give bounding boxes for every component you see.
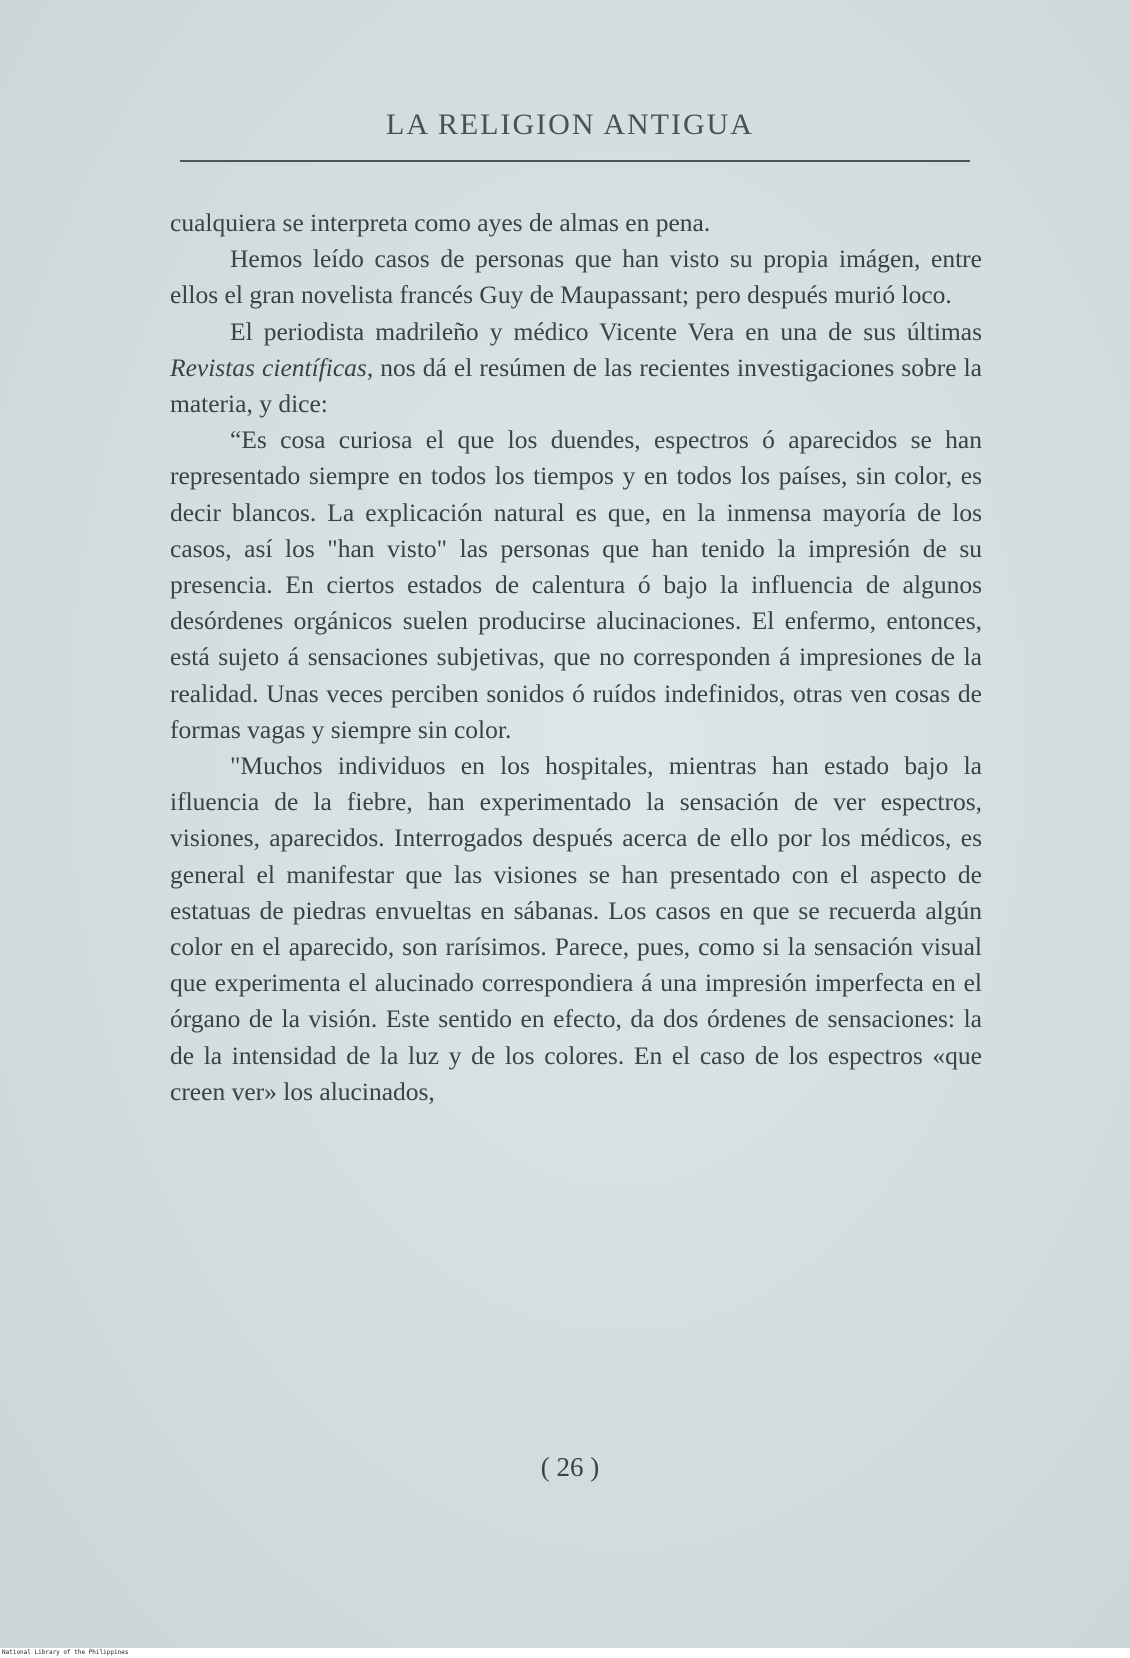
paragraph-3 [170,314,982,423]
paragraph-3-text-b: , nos dá el resúmen de las recientes investigaciones sobre la materia, y dice: [170,352,983,419]
paragraph-3-text-a: El periodista madrileño y médico Vicente Vera en una de sus últimas [230,316,982,346]
header-rule [180,160,970,162]
page-number: ( 26 ) [540,1452,600,1482]
library-credit: National Library of the Philippines [2,1649,129,1656]
paragraph-1: cualquiera se interpreta como ayes de almas en pena. [170,208,711,237]
body-text [170,205,982,1110]
running-header: LA RELIGION ANTIGUA [386,108,754,141]
paragraph-3-italic-title: Revistas científicas [170,352,367,382]
paragraph-2: Hemos leído casos de personas que han visto su propia imágen, entre ellos el gran novelista francés Guy de Maupassant; pero después murió loco. [170,244,982,310]
paragraph-4: “Es cosa curiosa el que los duendes, espectros ó aparecidos se han representado siempre en todos los tiempos y en todos los países, sin color, es decir blancos. La explicación natural es que, en la inmensa mayoría de los casos, así los "han visto" las personas que han tenido la impresión de su presencia. En ciertos estados de calentura ó bajo la influencia de algunos desórdenes orgánicos suelen producirse alucinaciones. El enfermo, entonces, está sujeto á sensaciones subjetivas, que no corresponden á impresiones de la realidad. Unas veces perciben sonidos ó ruídos indefinidos, otras ven cosas de formas vagas y siempre sin color. [170,425,982,744]
paragraph-5: "Muchos individuos en los hospitales, mientras han estado bajo la ifluencia de la fiebre, han experimentado la sensación de ver espectros, visiones, aparecidos. Interrogados después acerca de ello por los médicos, es general el manifestar que las visiones se han presentado con el aspecto de estatuas de piedras envueltas en sábanas. Los casos en que se recuerda algún color en el aparecido, son rarísimos. Parece, pues, como si la sensación visual que experimenta el alucinado correspondiera á una impresión imperfecta en el órgano de la visión. Este sentido en efecto, da dos órdenes de sensaciones: la de la intensidad de la luz y de los colores. En el caso de los espectros «que creen ver» los alucinados, [170,751,982,1106]
